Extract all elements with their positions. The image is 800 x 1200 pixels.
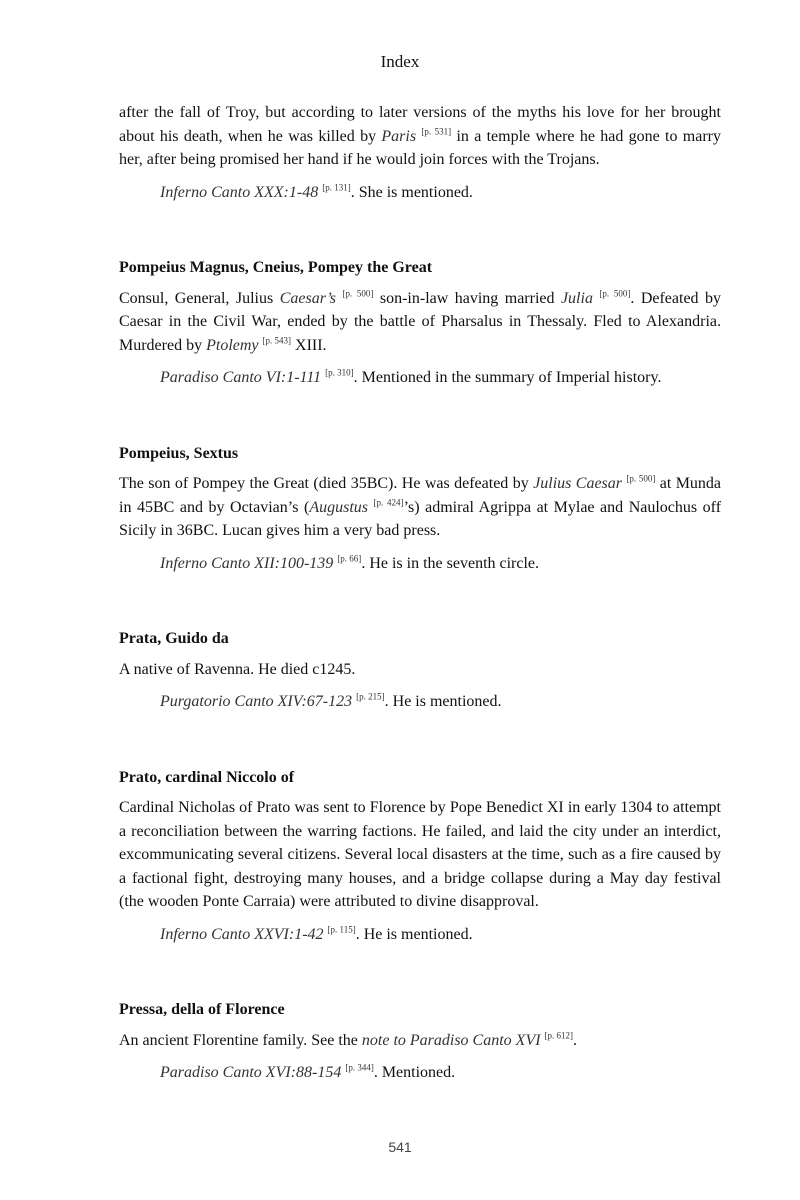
citation-link[interactable]: Paradiso Canto VI:1-111: [160, 369, 322, 386]
entry-title: Prata, Guido da: [119, 630, 229, 647]
page-ref[interactable]: [p. 115]: [327, 924, 356, 935]
index-entry-pompeius-magnus: [119, 256, 721, 390]
citation-text: . Mentioned in the summary of Imperial history.: [353, 369, 662, 386]
citation: [160, 366, 721, 390]
citation-link[interactable]: Purgatorio Canto XIV:67-123: [160, 693, 353, 710]
index-entry-prata-guido: [119, 627, 721, 714]
entry-title: Pompeius, Sextus: [119, 444, 239, 462]
link-paris[interactable]: Paris: [381, 127, 417, 145]
citation: [160, 181, 721, 205]
citation: [160, 690, 721, 714]
citation-link[interactable]: Inferno Canto XXX:1-48: [160, 183, 319, 201]
link-julius-caesar[interactable]: Julius Caesar: [533, 475, 622, 492]
page-ref[interactable]: [p. 66]: [337, 553, 362, 564]
entry-description: [119, 472, 721, 543]
citation-text: . He is mentioned.: [355, 925, 473, 943]
page-number: 541: [388, 1139, 412, 1155]
entry-title: Pompeius Magnus, Cneius, Pompey the Great: [119, 259, 433, 276]
index-entry-prato-niccolo: [119, 766, 721, 947]
text: . Defeated by Caesar in the Civil War, ended by the battle of Pharsalus in Thessaly. Fled to Alexandria. Murdered by: [119, 289, 721, 354]
entry-description: Cardinal Nicholas of Prato was sent to Florence by Pope Benedict XI in early 1304 to attempt a reconciliation between the warring factions. He failed, and laid the city under an interdict, excommunicating several citizens. Several local disasters at the time, such as a fire caused by a factional fight, destroying many houses, and a bridge collapse during a May day festival (the wooden Ponte Carraia) were attributed to divine disapproval.: [119, 799, 721, 910]
index-entry-pressa: [119, 998, 721, 1085]
text: Consul, General, Julius: [119, 289, 280, 307]
text: The son of Pompey the Great (died 35BC). He was defeated by: [119, 475, 534, 492]
entry-title: Prato, cardinal Niccolo of: [119, 768, 295, 786]
text: XIII.: [291, 336, 327, 354]
page-ref[interactable]: [p. 531]: [421, 126, 452, 137]
citation: [160, 923, 721, 947]
page-ref[interactable]: [p. 500]: [342, 288, 374, 299]
page-ref[interactable]: [p. 543]: [262, 335, 292, 346]
page-ref[interactable]: [p. 612]: [544, 1030, 574, 1041]
citation-link[interactable]: Paradiso Canto XVI:88-154: [160, 1064, 342, 1081]
text: at Munda in 45BC and by Octavian’s (: [119, 475, 722, 516]
entry-description: [119, 1029, 721, 1053]
text: in a temple where he had gone to marry her, after being promised her hand if he would join forces with the Trojans.: [119, 127, 722, 168]
citation-text: . Mentioned.: [373, 1064, 456, 1081]
page-ref[interactable]: [p. 500]: [599, 288, 631, 299]
citation-link[interactable]: Inferno Canto XII:100-139: [160, 554, 334, 572]
page-ref[interactable]: [p. 310]: [325, 367, 354, 378]
text: .: [573, 1031, 578, 1049]
citation: [160, 552, 721, 576]
page-header: Index: [380, 52, 420, 71]
text: An ancient Florentine family. See the: [119, 1031, 362, 1049]
citation-link[interactable]: Inferno Canto XXVI:1-42: [160, 925, 324, 943]
page-ref[interactable]: [p. 344]: [345, 1062, 374, 1073]
citation-text: . He is mentioned.: [384, 693, 502, 710]
index-entry-pompeius-sextus: [119, 442, 721, 576]
link-note-paradiso[interactable]: note to Paradiso Canto XVI: [361, 1031, 541, 1049]
link-ptolemy[interactable]: Ptolemy: [206, 336, 259, 354]
entry-description: [119, 287, 721, 358]
citation-text: . He is in the seventh circle.: [361, 554, 540, 572]
text: ’s) admiral Agrippa at Mylae and Naulochus off Sicily in 36BC. Lucan gives him a very bad press.: [119, 498, 722, 539]
link-augustus[interactable]: Augustus: [309, 498, 368, 516]
text: son-in-law having married: [373, 289, 561, 307]
link-caesar[interactable]: Caesar’s: [279, 289, 336, 307]
citation: [160, 1061, 721, 1085]
page-ref[interactable]: [p. 424]: [373, 497, 404, 508]
entry-description: A native of Ravenna. He died c1245.: [119, 660, 356, 678]
citation-text: . She is mentioned.: [350, 183, 473, 201]
page-ref[interactable]: [p. 215]: [356, 691, 385, 702]
entry-title: Pressa, della of Florence: [119, 1001, 285, 1018]
link-julia[interactable]: Julia: [560, 289, 593, 307]
continuation-paragraph: [119, 101, 721, 172]
index-content: [119, 101, 721, 1085]
page-ref[interactable]: [p. 131]: [322, 182, 351, 193]
page-ref[interactable]: [p. 500]: [626, 473, 656, 484]
text: after the fall of Troy, but according to later versions of the myths his love for her brought about his death, when he was killed by: [119, 104, 721, 145]
